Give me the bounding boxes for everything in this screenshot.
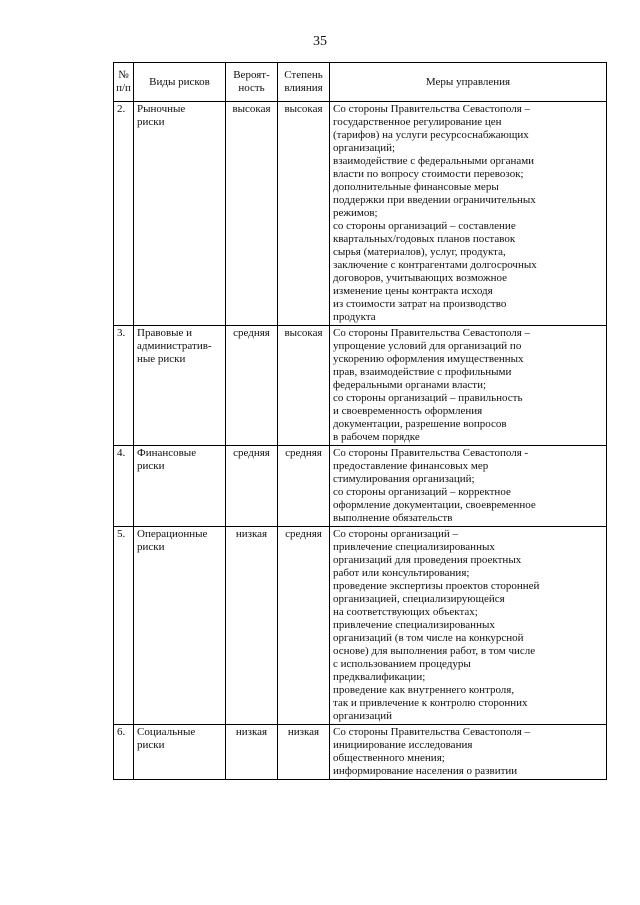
measure-line: организаций	[333, 710, 393, 722]
measure-line: в рабочем порядке	[333, 431, 420, 443]
header-measures: Меры управления	[330, 63, 607, 102]
measures-cell	[330, 527, 607, 725]
measures-cell	[330, 725, 607, 780]
risk-kind-line: риски	[137, 739, 165, 751]
measure-line: предквалификации;	[333, 671, 426, 683]
row-number-cell: 2.	[114, 102, 134, 326]
measure-line: договоров, учитывающих возможное	[333, 272, 508, 284]
row-number-cell: 6.	[114, 725, 134, 780]
measure-line: предоставление финансовых мер	[333, 460, 489, 472]
measure-line: инициирование исследования	[333, 739, 473, 751]
table-row	[114, 326, 607, 446]
probability-cell: низкая	[226, 527, 278, 725]
measure-line: организаций;	[333, 142, 396, 154]
measure-line: проведение как внутреннего контроля,	[333, 684, 515, 696]
measure-line: со стороны организаций – составление	[333, 220, 516, 232]
risk-kind-line: риски	[137, 116, 165, 128]
measure-line: на соответствующих объектах;	[333, 606, 478, 618]
measure-line: ускорению оформления имущественных	[333, 353, 524, 365]
risk-kind-line: Социальные	[137, 726, 196, 738]
header-number-line: №	[118, 69, 129, 81]
risk-kind-line: административ-	[137, 340, 212, 352]
measure-line: квартальных/годовых планов поставок	[333, 233, 516, 245]
table-row	[114, 102, 607, 326]
risk-kind-cell	[134, 725, 226, 780]
header-probability	[226, 63, 278, 102]
measure-line: федеральными органами власти;	[333, 379, 487, 391]
probability-cell: средняя	[226, 326, 278, 446]
measure-line: выполнение обязательств	[333, 512, 453, 524]
measure-line: государственное регулирование цен	[333, 116, 502, 128]
probability-cell: низкая	[226, 725, 278, 780]
risk-kind-line: Финансовые	[137, 447, 197, 459]
measure-line: привлечение специализированных	[333, 619, 495, 631]
row-number-cell: 4.	[114, 446, 134, 527]
measure-line: Со стороны организаций –	[333, 528, 458, 540]
table-row	[114, 527, 607, 725]
risk-kind-line: ные риски	[137, 353, 186, 365]
measure-line: дополнительные финансовые меры	[333, 181, 499, 193]
risk-kind-line: Операционные	[137, 528, 208, 540]
measure-line: информирование населения о развитии	[333, 765, 518, 777]
probability-cell: средняя	[226, 446, 278, 527]
table-row	[114, 725, 607, 780]
measure-line: документации, разрешение вопросов	[333, 418, 507, 430]
risk-kind-cell	[134, 102, 226, 326]
measure-line: из стоимости затрат на производство	[333, 298, 507, 310]
measure-line: так и привлечение к контролю сторонних	[333, 697, 528, 709]
risk-management-table	[113, 62, 607, 780]
risk-kind-line: Правовые и	[137, 327, 193, 339]
header-number-line: п/п	[116, 82, 131, 94]
measure-line: изменение цены контракта исходя	[333, 285, 493, 297]
table-row	[114, 446, 607, 527]
header-number	[114, 63, 134, 102]
measures-cell	[330, 446, 607, 527]
risk-kind-line: риски	[137, 541, 165, 553]
measure-line: общественного мнения;	[333, 752, 445, 764]
header-risk-kind: Виды рисков	[134, 63, 226, 102]
measure-line: проведение экспертизы проектов сторонней	[333, 580, 540, 592]
header-degree-line: Степень	[284, 69, 323, 81]
measure-line: поддержки при введении ограничительных	[333, 194, 536, 206]
measure-line: (тарифов) на услуги ресурсоснабжающих	[333, 129, 529, 141]
header-impact-degree	[278, 63, 330, 102]
measure-line: и своевременность оформления	[333, 405, 483, 417]
risk-kind-line: Рыночные	[137, 103, 186, 115]
measure-line: основе) для выполнения работ, в том числе	[333, 645, 536, 657]
measure-line: Со стороны Правительства Севастополя –	[333, 103, 531, 115]
measure-line: организаций (в том числе на конкурсной	[333, 632, 524, 644]
measure-line: привлечение специализированных	[333, 541, 495, 553]
measure-line: взаимодействие с федеральными органами	[333, 155, 535, 167]
measure-line: со стороны организаций – правильность	[333, 392, 523, 404]
header-probability-line: Вероят-	[233, 69, 270, 81]
measure-line: режимов;	[333, 207, 378, 219]
measure-line: со стороны организаций – корректное	[333, 486, 511, 498]
risk-kind-cell	[134, 326, 226, 446]
page-number: 35	[313, 34, 327, 49]
probability-cell: высокая	[226, 102, 278, 326]
risk-kind-line: риски	[137, 460, 165, 472]
table-body	[114, 102, 607, 780]
impact-degree-cell: средняя	[278, 446, 330, 527]
measure-line: Со стороны Правительства Севастополя –	[333, 327, 531, 339]
impact-degree-cell: низкая	[278, 725, 330, 780]
row-number-cell: 3.	[114, 326, 134, 446]
risk-kind-cell	[134, 527, 226, 725]
measure-line: с использованием процедуры	[333, 658, 471, 670]
measures-cell	[330, 326, 607, 446]
measure-line: Со стороны Правительства Севастополя -	[333, 447, 529, 459]
measure-line: организацией, специализирующейся	[333, 593, 505, 605]
impact-degree-cell: высокая	[278, 102, 330, 326]
measure-line: организаций для проведения проектных	[333, 554, 522, 566]
measure-line: продукта	[333, 311, 376, 323]
measure-line: Со стороны Правительства Севастополя –	[333, 726, 531, 738]
measure-line: оформление документации, своевременное	[333, 499, 536, 511]
measures-cell	[330, 102, 607, 326]
measure-line: упрощение условий для организаций по	[333, 340, 522, 352]
header-probability-line: ность	[238, 82, 265, 94]
table-header-row	[114, 63, 607, 102]
measure-line: сырья (материалов), услуг, продукта,	[333, 246, 506, 258]
impact-degree-cell: высокая	[278, 326, 330, 446]
measure-line: прав, взаимодействие с профильными	[333, 366, 512, 378]
measure-line: работ или консультирования;	[333, 567, 470, 579]
header-degree-line: влияния	[284, 82, 323, 94]
risk-kind-cell	[134, 446, 226, 527]
measure-line: власти по вопросу стоимости перевозок;	[333, 168, 524, 180]
impact-degree-cell: средняя	[278, 527, 330, 725]
row-number-cell: 5.	[114, 527, 134, 725]
measure-line: заключение с контрагентами долгосрочных	[333, 259, 537, 271]
measure-line: стимулирования организаций;	[333, 473, 475, 485]
